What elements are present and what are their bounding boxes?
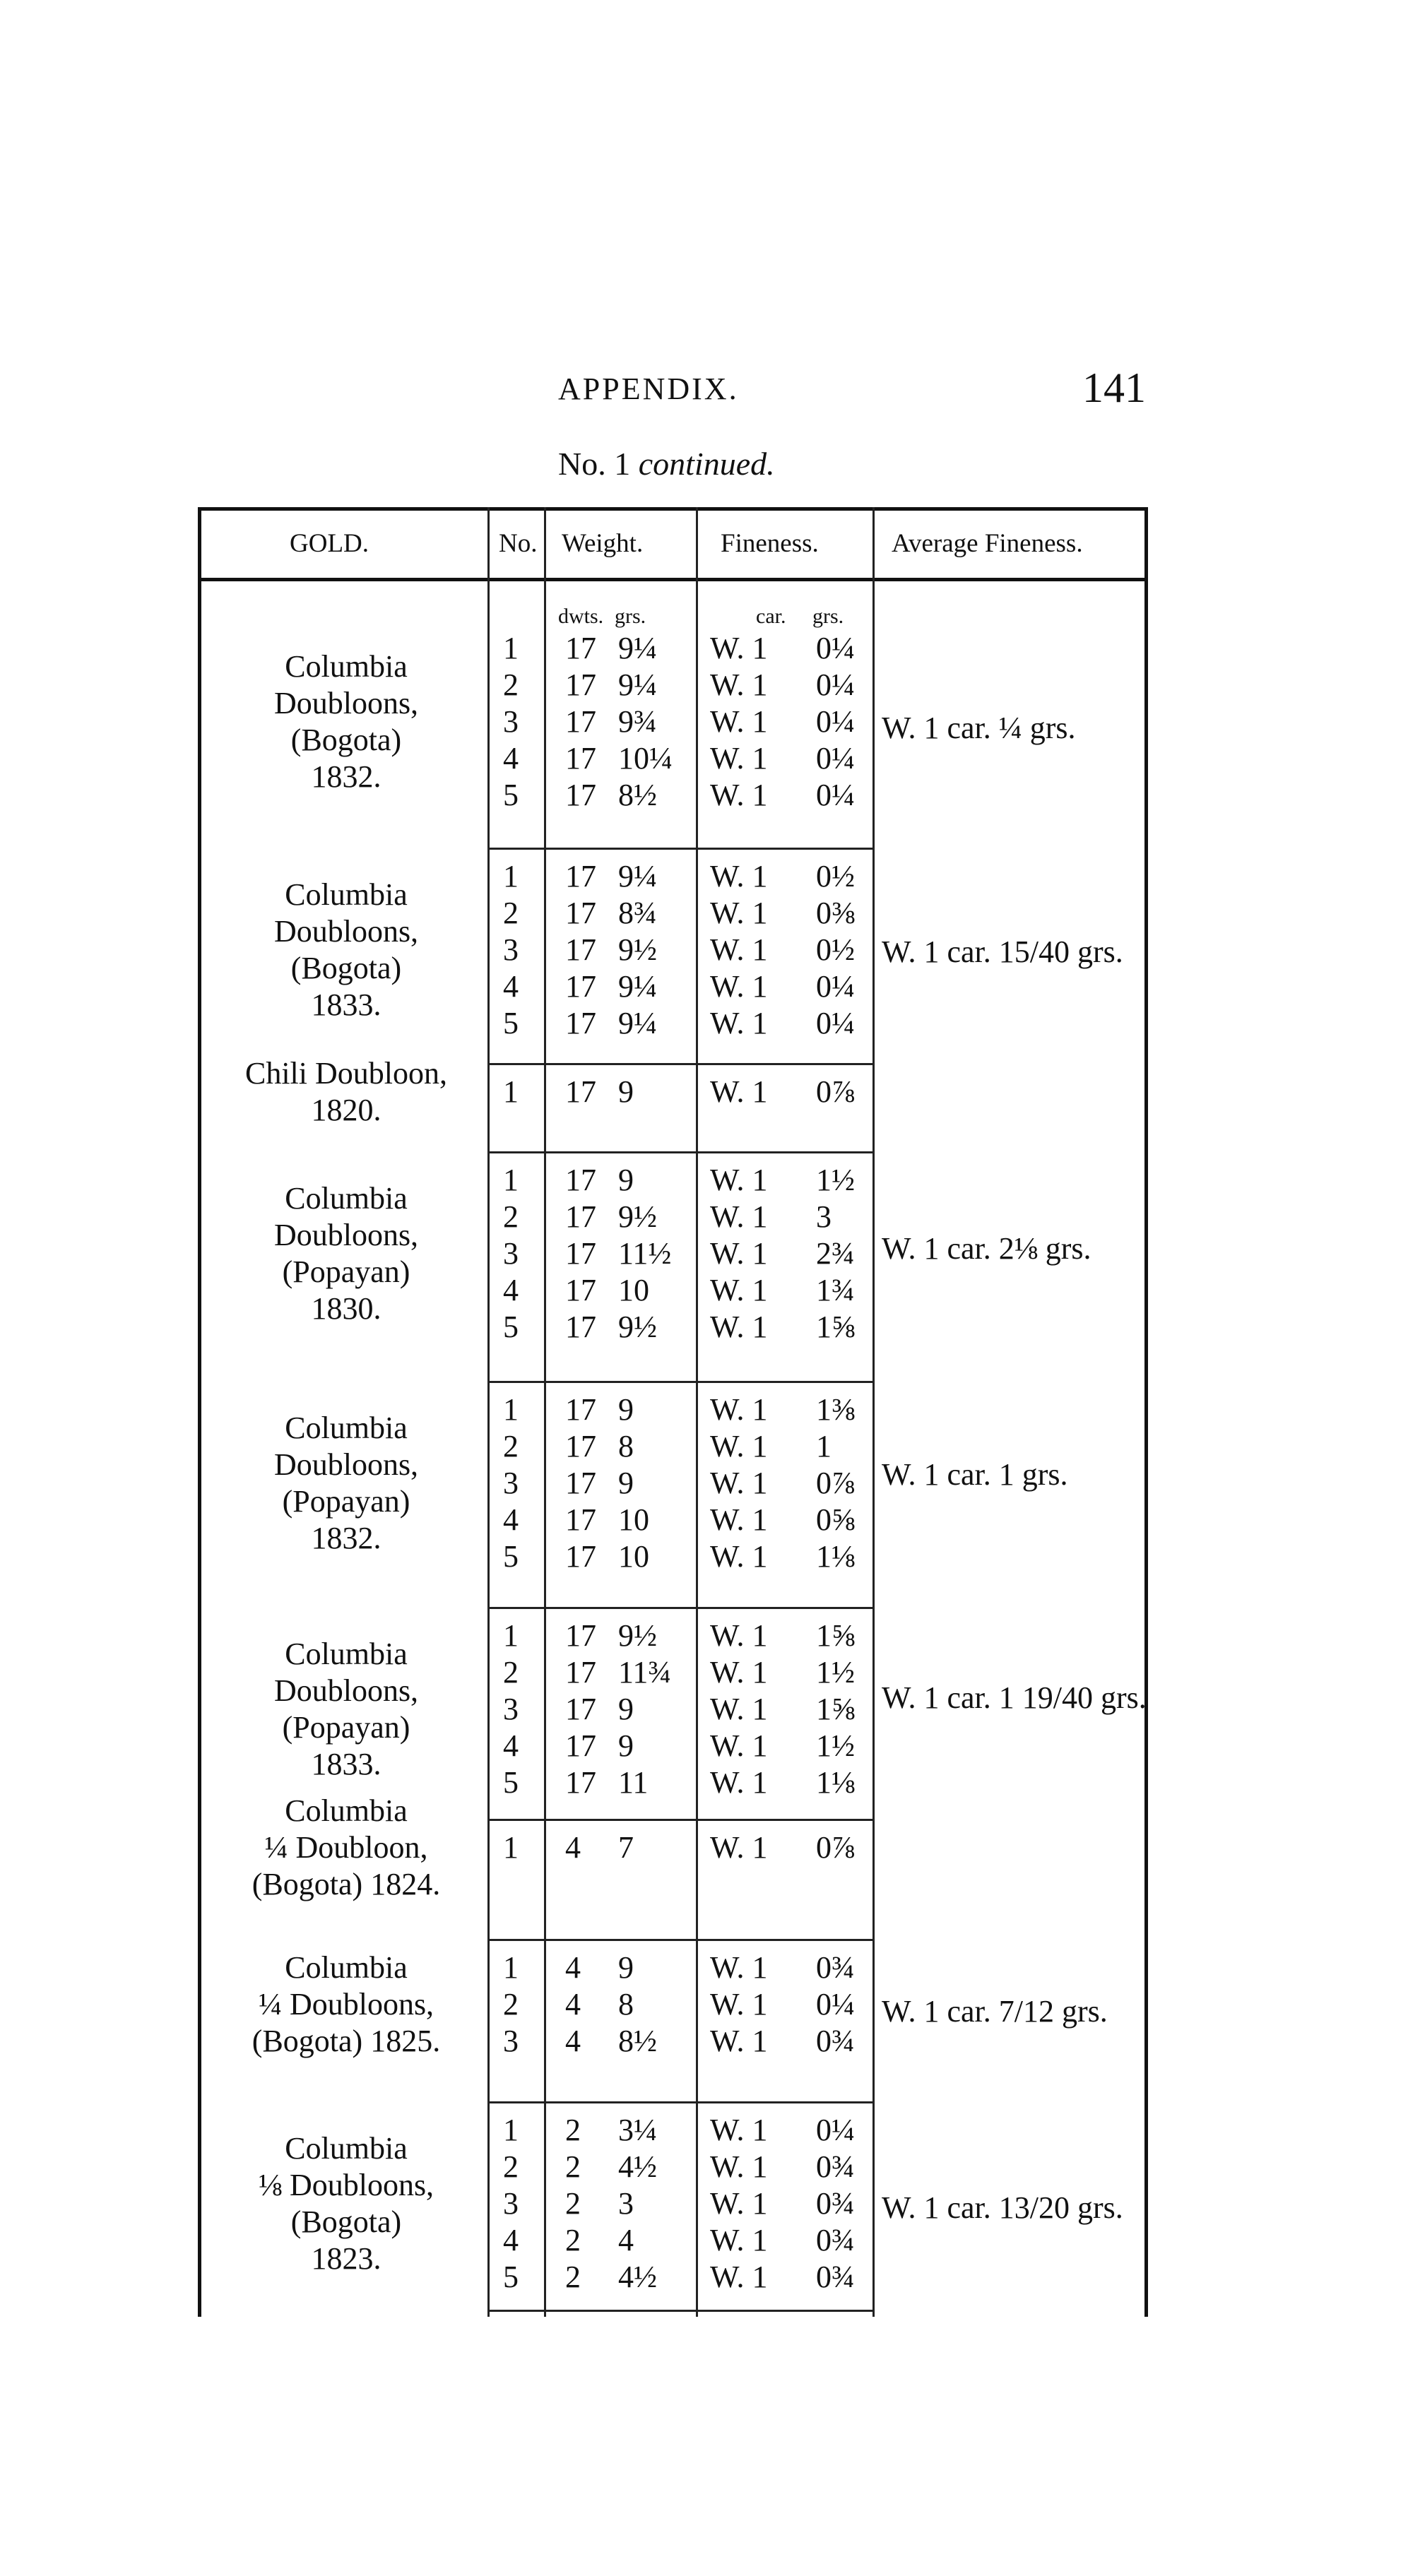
row-number: 5: [503, 1765, 519, 1800]
row-number: 5: [503, 778, 519, 812]
weight-dwts: 17: [565, 1199, 596, 1234]
fineness-grs: 0¾: [816, 2149, 855, 2184]
weight-grs: 10: [618, 1273, 649, 1307]
weight-grs: 9½: [618, 1310, 657, 1344]
weight-dwts: 17: [565, 969, 596, 1004]
coin-label-line: (Popayan): [282, 1254, 410, 1289]
fineness-standard: W. 1: [710, 1655, 768, 1690]
row-number: 1: [503, 1618, 519, 1653]
fineness-standard: W. 1: [710, 1392, 768, 1427]
coin-label-line: Columbia: [285, 1411, 408, 1445]
weight-dwts: 17: [565, 704, 596, 739]
coin-label-line: Columbia: [285, 649, 408, 684]
weight-grs: 4½: [618, 2149, 657, 2184]
row-number: 4: [503, 1273, 519, 1307]
fineness-standard: W. 1: [710, 1074, 768, 1109]
group-rule-bottom: [487, 2310, 872, 2312]
coin-label-line: 1823.: [311, 2241, 381, 2276]
column-header-no: No.: [499, 529, 538, 558]
unit-grs: grs.: [615, 605, 646, 628]
fineness-standard: W. 1: [710, 932, 768, 967]
fineness-standard: W. 1: [710, 1692, 768, 1726]
weight-grs: 9¼: [618, 969, 657, 1004]
fineness-grs: 1⅝: [816, 1310, 855, 1344]
weight-dwts: 17: [565, 631, 596, 665]
fineness-grs: 0¾: [816, 2223, 855, 2257]
weight-dwts: 17: [565, 667, 596, 702]
unit-grs-fineness: grs.: [812, 605, 844, 628]
weight-dwts: 17: [565, 1006, 596, 1040]
fineness-standard: W. 1: [710, 1310, 768, 1344]
weight-grs: 9¾: [618, 704, 657, 739]
fineness-standard: W. 1: [710, 2223, 768, 2257]
weight-grs: 4½: [618, 2260, 657, 2294]
weight-dwts: 17: [565, 1765, 596, 1800]
coin-label-line: Doubloons,: [273, 1447, 419, 1482]
fineness-standard: W. 1: [710, 1539, 768, 1574]
weight-dwts: 17: [565, 1273, 596, 1307]
column-header-average: Average Fineness.: [892, 529, 1083, 558]
fineness-grs: 2¾: [816, 1236, 855, 1271]
subtitle-continued: continued.: [638, 446, 775, 482]
group-rule: [487, 1939, 872, 1941]
weight-grs: 9¼: [618, 667, 657, 702]
row-number: 1: [503, 2113, 519, 2147]
fineness-standard: W. 1: [710, 1199, 768, 1234]
fineness-grs: 0¾: [816, 2260, 855, 2294]
fineness-grs: 0¾: [816, 2024, 855, 2058]
coin-group-label: [212, 877, 480, 1023]
fineness-standard: W. 1: [710, 667, 768, 702]
weight-dwts: 17: [565, 1429, 596, 1464]
weight-grs: 9½: [618, 1618, 657, 1653]
fineness-standard: W. 1: [710, 741, 768, 776]
coin-label-line: Columbia: [285, 1637, 408, 1671]
coin-label-line: (Bogota): [290, 951, 402, 985]
fineness-standard: W. 1: [710, 1163, 768, 1197]
fineness-standard: W. 1: [710, 859, 768, 894]
fineness-standard: W. 1: [710, 1502, 768, 1537]
fineness-grs: 3: [816, 1199, 832, 1234]
fineness-grs: 0¼: [816, 1987, 855, 2022]
weight-dwts: 4: [565, 2024, 581, 2058]
coin-group-label: [212, 1410, 480, 1557]
fineness-grs: 1⅝: [816, 1618, 855, 1653]
weight-grs: 9: [618, 1950, 634, 1985]
coin-label-line: Doubloons,: [273, 686, 419, 720]
weight-grs: 8: [618, 1429, 634, 1464]
weight-dwts: 4: [565, 1950, 581, 1985]
weight-grs: 8½: [618, 778, 657, 812]
weight-dwts: 17: [565, 1392, 596, 1427]
weight-grs: 3: [618, 2186, 634, 2221]
row-number: 3: [503, 932, 519, 967]
fineness-grs: 0⅞: [816, 1830, 855, 1865]
row-number: 2: [503, 896, 519, 930]
weight-grs: 10¼: [618, 741, 673, 776]
row-number: 2: [503, 1429, 519, 1464]
row-number: 5: [503, 1539, 519, 1574]
fineness-standard: W. 1: [710, 631, 768, 665]
coin-label-line: Doubloons,: [273, 914, 419, 949]
coin-group-label: [212, 1055, 480, 1129]
row-number: 3: [503, 1466, 519, 1500]
row-number: 3: [503, 1236, 519, 1271]
coin-label-line: Chili Doubloon,: [244, 1056, 448, 1091]
fineness-standard: W. 1: [710, 2149, 768, 2184]
coin-label-line: ¼ Doubloons,: [258, 1987, 434, 2022]
unit-car: car.: [756, 605, 786, 628]
weight-grs: 9: [618, 1163, 634, 1197]
row-number: 2: [503, 1199, 519, 1234]
page-number: 141: [1082, 364, 1146, 411]
weight-dwts: 17: [565, 859, 596, 894]
coin-group-label: [212, 2130, 480, 2277]
row-number: 4: [503, 741, 519, 776]
group-rule: [487, 1063, 872, 1065]
weight-grs: 8: [618, 1987, 634, 2022]
average-fineness: W. 1 car. 7/12 grs.: [882, 1994, 1108, 2029]
weight-dwts: 17: [565, 896, 596, 930]
column-header-weight: Weight.: [562, 529, 644, 558]
coin-label-line: 1833.: [311, 987, 381, 1022]
row-number: 3: [503, 2024, 519, 2058]
fineness-grs: 0½: [816, 932, 855, 967]
weight-dwts: 17: [565, 778, 596, 812]
weight-grs: 8½: [618, 2024, 657, 2058]
weight-dwts: 2: [565, 2260, 581, 2294]
fineness-grs: 1⅛: [816, 1765, 855, 1800]
weight-grs: 10: [618, 1502, 649, 1537]
weight-grs: 11: [618, 1765, 649, 1800]
weight-dwts: 17: [565, 1618, 596, 1653]
weight-dwts: 17: [565, 1163, 596, 1197]
weight-dwts: 17: [565, 1502, 596, 1537]
fineness-grs: 0¼: [816, 2113, 855, 2147]
column-rule-average: [872, 507, 875, 2317]
coin-label-line: Columbia: [285, 877, 408, 912]
fineness-standard: W. 1: [710, 969, 768, 1004]
fineness-standard: W. 1: [710, 2260, 768, 2294]
row-number: 4: [503, 2223, 519, 2257]
row-number: 2: [503, 667, 519, 702]
weight-dwts: 17: [565, 1655, 596, 1690]
row-number: 1: [503, 1163, 519, 1197]
row-number: 3: [503, 1692, 519, 1726]
average-fineness: W. 1 car. 1 19/40 grs.: [882, 1680, 1147, 1715]
row-number: 4: [503, 1502, 519, 1537]
coin-label-line: (Bogota): [290, 723, 402, 757]
group-rule: [487, 848, 872, 850]
weight-grs: 9¼: [618, 631, 657, 665]
weight-dwts: 17: [565, 932, 596, 967]
coin-label-line: (Bogota) 1824.: [252, 1867, 441, 1901]
column-header-gold: GOLD.: [290, 529, 369, 558]
coin-group-label: [212, 1180, 480, 1327]
fineness-grs: 0⅝: [816, 1502, 855, 1537]
fineness-grs: 0¾: [816, 1950, 855, 1985]
weight-grs: 9: [618, 1392, 634, 1427]
coin-label-line: 1820.: [311, 1093, 381, 1127]
fineness-standard: W. 1: [710, 2024, 768, 2058]
fineness-grs: 0¼: [816, 667, 855, 702]
fineness-grs: 0¼: [816, 741, 855, 776]
row-number: 3: [503, 2186, 519, 2221]
row-number: 2: [503, 2149, 519, 2184]
group-rule: [487, 1607, 872, 1609]
weight-grs: 11½: [618, 1236, 672, 1271]
fineness-grs: 1⅝: [816, 1692, 855, 1726]
weight-grs: 9: [618, 1074, 634, 1109]
coin-label-line: (Popayan): [282, 1710, 410, 1745]
coin-label-line: Doubloons,: [273, 1673, 419, 1708]
weight-dwts: 2: [565, 2149, 581, 2184]
column-rule-weight: [544, 507, 546, 2317]
fineness-grs: 0¼: [816, 704, 855, 739]
average-fineness: W. 1 car. 13/20 grs.: [882, 2190, 1123, 2225]
coin-label-line: 1832.: [311, 1521, 381, 1555]
weight-dwts: 2: [565, 2223, 581, 2257]
fineness-grs: 0¼: [816, 778, 855, 812]
group-rule: [487, 1151, 872, 1153]
weight-dwts: 4: [565, 1830, 581, 1865]
coin-label-line: Columbia: [285, 1950, 408, 1985]
weight-grs: 9: [618, 1692, 634, 1726]
weight-grs: 11¾: [618, 1655, 672, 1690]
fineness-standard: W. 1: [710, 2186, 768, 2221]
weight-grs: 9¼: [618, 1006, 657, 1040]
fineness-grs: 0⅜: [816, 896, 855, 930]
fineness-standard: W. 1: [710, 1830, 768, 1865]
row-number: 5: [503, 1006, 519, 1040]
column-rule-fineness: [696, 507, 698, 2317]
coin-group-label: [212, 1949, 480, 2060]
average-fineness: W. 1 car. ¼ grs.: [882, 711, 1076, 745]
coin-label-line: ⅛ Doubloons,: [258, 2168, 434, 2202]
fineness-standard: W. 1: [710, 1950, 768, 1985]
fineness-standard: W. 1: [710, 1429, 768, 1464]
coin-label-line: (Bogota): [290, 2204, 402, 2239]
fineness-standard: W. 1: [710, 1618, 768, 1653]
coin-group-label: [212, 1793, 480, 1903]
weight-dwts: 17: [565, 1539, 596, 1574]
fineness-grs: 0½: [816, 859, 855, 894]
coin-label-line: Columbia: [285, 2131, 408, 2166]
fineness-standard: W. 1: [710, 1466, 768, 1500]
fineness-grs: 1: [816, 1429, 832, 1464]
weight-dwts: 17: [565, 1310, 596, 1344]
row-number: 1: [503, 1830, 519, 1865]
row-number: 5: [503, 2260, 519, 2294]
weight-dwts: 17: [565, 1728, 596, 1763]
weight-grs: 4: [618, 2223, 634, 2257]
fineness-grs: 1⅜: [816, 1392, 855, 1427]
coin-label-line: (Popayan): [282, 1484, 410, 1519]
header-rule: [198, 578, 1148, 581]
column-rule-no: [487, 507, 490, 2317]
coin-label-line: 1830.: [311, 1291, 381, 1326]
row-number: 2: [503, 1987, 519, 2022]
coin-label-line: Columbia: [285, 1181, 408, 1216]
fineness-grs: 1½: [816, 1163, 855, 1197]
row-number: 1: [503, 1950, 519, 1985]
weight-dwts: 17: [565, 1692, 596, 1726]
weight-grs: 9¼: [618, 859, 657, 894]
average-fineness: W. 1 car. 15/40 grs.: [882, 934, 1123, 969]
weight-grs: 9: [618, 1466, 634, 1500]
row-number: 1: [503, 1074, 519, 1109]
weight-grs: 8¾: [618, 896, 657, 930]
row-number: 4: [503, 1728, 519, 1763]
coin-label-line: ¼ Doubloon,: [264, 1830, 428, 1865]
weight-dwts: 2: [565, 2186, 581, 2221]
group-rule: [487, 1819, 872, 1821]
fineness-grs: 1¾: [816, 1273, 855, 1307]
fineness-standard: W. 1: [710, 1728, 768, 1763]
fineness-standard: W. 1: [710, 778, 768, 812]
weight-dwts: 17: [565, 1236, 596, 1271]
weight-grs: 9½: [618, 932, 657, 967]
coin-label-line: 1833.: [311, 1747, 381, 1781]
coin-label-line: Columbia: [285, 1793, 408, 1828]
fineness-standard: W. 1: [710, 2113, 768, 2147]
weight-dwts: 17: [565, 741, 596, 776]
weight-dwts: 4: [565, 1987, 581, 2022]
weight-grs: 7: [618, 1830, 634, 1865]
fineness-standard: W. 1: [710, 1236, 768, 1271]
row-number: 2: [503, 1655, 519, 1690]
row-number: 1: [503, 859, 519, 894]
column-header-fineness: Fineness.: [721, 529, 819, 558]
table-subtitle: [558, 445, 775, 482]
fineness-grs: 0⅞: [816, 1466, 855, 1500]
weight-dwts: 17: [565, 1074, 596, 1109]
weight-dwts: 17: [565, 1466, 596, 1500]
weight-grs: 9½: [618, 1199, 657, 1234]
fineness-grs: 1½: [816, 1728, 855, 1763]
row-number: 3: [503, 704, 519, 739]
row-number: 4: [503, 969, 519, 1004]
fineness-standard: W. 1: [710, 1006, 768, 1040]
group-rule: [487, 2101, 872, 2103]
coin-group-label: [212, 648, 480, 795]
fineness-grs: 0¼: [816, 631, 855, 665]
average-fineness: W. 1 car. 2⅛ grs.: [882, 1231, 1092, 1266]
group-rule: [487, 1381, 872, 1383]
weight-dwts: 2: [565, 2113, 581, 2147]
subtitle-prefix: No. 1: [558, 446, 631, 482]
fineness-standard: W. 1: [710, 896, 768, 930]
fineness-grs: 0¾: [816, 2186, 855, 2221]
fineness-grs: 0¼: [816, 969, 855, 1004]
coin-label-line: (Bogota) 1825.: [252, 2024, 441, 2058]
fineness-grs: 1½: [816, 1655, 855, 1690]
unit-dwts: dwts.: [558, 605, 604, 628]
fineness-standard: W. 1: [710, 1765, 768, 1800]
row-number: 1: [503, 631, 519, 665]
row-number: 1: [503, 1392, 519, 1427]
running-header: APPENDIX.: [558, 372, 739, 406]
average-fineness: W. 1 car. 1 grs.: [882, 1457, 1068, 1492]
weight-grs: 9: [618, 1728, 634, 1763]
fineness-standard: W. 1: [710, 1987, 768, 2022]
weight-grs: 10: [618, 1539, 649, 1574]
row-number: 5: [503, 1310, 519, 1344]
fineness-standard: W. 1: [710, 1273, 768, 1307]
coin-label-line: Doubloons,: [273, 1218, 419, 1252]
fineness-grs: 1⅛: [816, 1539, 855, 1574]
fineness-grs: 0⅞: [816, 1074, 855, 1109]
fineness-standard: W. 1: [710, 704, 768, 739]
weight-grs: 3¼: [618, 2113, 657, 2147]
coin-group-label: [212, 1636, 480, 1783]
coin-label-line: 1832.: [311, 759, 381, 794]
fineness-grs: 0¼: [816, 1006, 855, 1040]
